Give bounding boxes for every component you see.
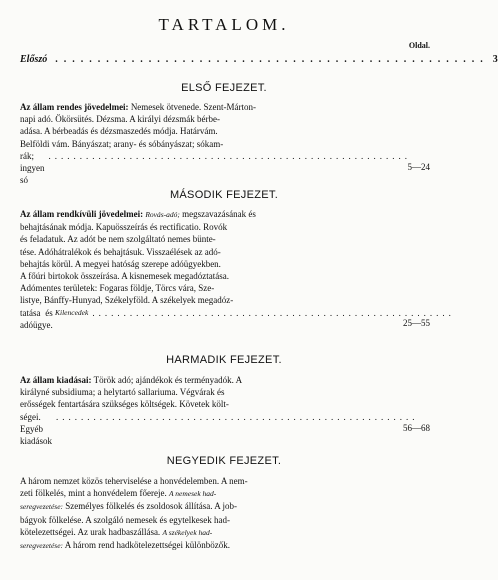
line-2-last: tatása és adóügye. — [20, 307, 53, 330]
chapter-heading-4: NEGYEDIK FEJEZET. — [166, 455, 282, 467]
leader-dots: ................................................... — [55, 54, 489, 65]
chapter-heading-1: ELSŐ FEJEZET. — [181, 82, 267, 94]
line-2-6: Adómentes területek: Fogaras földje, Törcs vára, Sze- — [20, 283, 215, 294]
leader-dots: .......................................................... — [48, 150, 411, 161]
page-column-label: Oldal. — [408, 41, 430, 50]
line-1-1: napi adó. Ökörsütés. Dézsma. A királyi dézsmák bérbe- — [20, 114, 220, 125]
lead-2: Az állam rendkívüli jövedelmei: — [20, 209, 144, 219]
chapter-3-pages: 56—68 — [403, 423, 430, 433]
chapter-1-pages: 5—24 — [407, 162, 430, 172]
line-2-2: és feladatuk. Az adót be nem szolgáltató nemes bünte- — [20, 234, 216, 245]
line-2-7: listye, Bánffy-Hunyad, Székelyföld. A székelyek megadóz- — [20, 295, 234, 306]
line-4-3: bágyok fölkelése. A szolgáló nemesek és egytelkesek had- — [20, 514, 230, 525]
line-3-1: királyné subsidiuma; a helytartó sallariuma. Végvárak és — [20, 387, 225, 398]
chapter-heading-3: HARMADIK FEJEZET. — [166, 354, 282, 366]
page-title: TARTALOM. — [158, 15, 290, 34]
line-1-last: rák; ingyen só — [20, 150, 45, 186]
line-4-4: kötelezettségei. Az urak hadbaszállása. — [20, 526, 161, 537]
line-4-0: A három nemzet közös teherviselése a honvédelemben. A nem- — [20, 476, 248, 486]
chapter-4-entry — [20, 475, 408, 552]
line-2-5: A főúri birtokok összeírása. A kisnemesek megadóztatása. — [20, 271, 229, 282]
ital-4c: A székelyek had- — [162, 527, 213, 537]
line-1-3: Belföldi vám. Bányászat; arany- és sóbányászat; sókam- — [20, 138, 224, 149]
chapter-heading-2: MÁSODIK FEJEZET. — [169, 189, 279, 201]
leader-dots: .......................................................... — [92, 307, 455, 318]
line-2-3: tése. Adóhátralékok és behajtásuk. Visszaélések az adó- — [20, 246, 221, 257]
line-3-2: erősségek fentartására szükséges költségek. Követek költ- — [20, 399, 229, 410]
ital-4a: A nemesek had- — [168, 489, 217, 499]
line-4-1: zeti fölkelés, mint a honvédelem főereje. — [20, 488, 167, 499]
chapter-1-entry — [20, 101, 411, 186]
line-2-0: megszavazásának és — [182, 209, 256, 219]
line-3-0: Török adó; ajándékok és terményadók. A — [93, 375, 243, 385]
ital-2a: Rovás-adó; — [145, 210, 180, 219]
eloszo-label: Előszó — [20, 54, 48, 65]
ital-4b: seregvezetése: — [20, 502, 64, 512]
eloszo-page: 3 — [492, 54, 498, 65]
line-2-4: behajtás körül. A megyei hatóság szerepe adóügyekben. — [20, 258, 221, 269]
line-1-0: Nemesek ötvenede. Szent-Márton- — [130, 102, 257, 112]
ital-4d: seregvezetése: — [20, 541, 64, 551]
ital-2b: Kilencedek — [55, 307, 89, 317]
line-4-2: Személyes fölkelés és zsoldosok állítása. A job- — [65, 501, 237, 512]
eloszo-entry — [20, 54, 498, 65]
line-1-2: adása. A bérbeadás és dézsmaszedés módja. Határvám. — [20, 126, 218, 137]
line-4-5: A három rend hadkötelezettségei különbözők. — [64, 540, 230, 551]
line-2-1: behajtásának módja. Kapuösszeírás és rectificatio. Rovók — [20, 222, 228, 233]
lead-3: Az állam kiadásai: — [20, 375, 92, 385]
chapter-2-pages: 25—55 — [403, 318, 430, 328]
line-3-last: ségei. Egyéb kiadások — [20, 411, 52, 447]
leader-dots: .......................................................... — [56, 411, 419, 422]
lead-1: Az állam rendes jövedelmei: — [20, 102, 129, 112]
